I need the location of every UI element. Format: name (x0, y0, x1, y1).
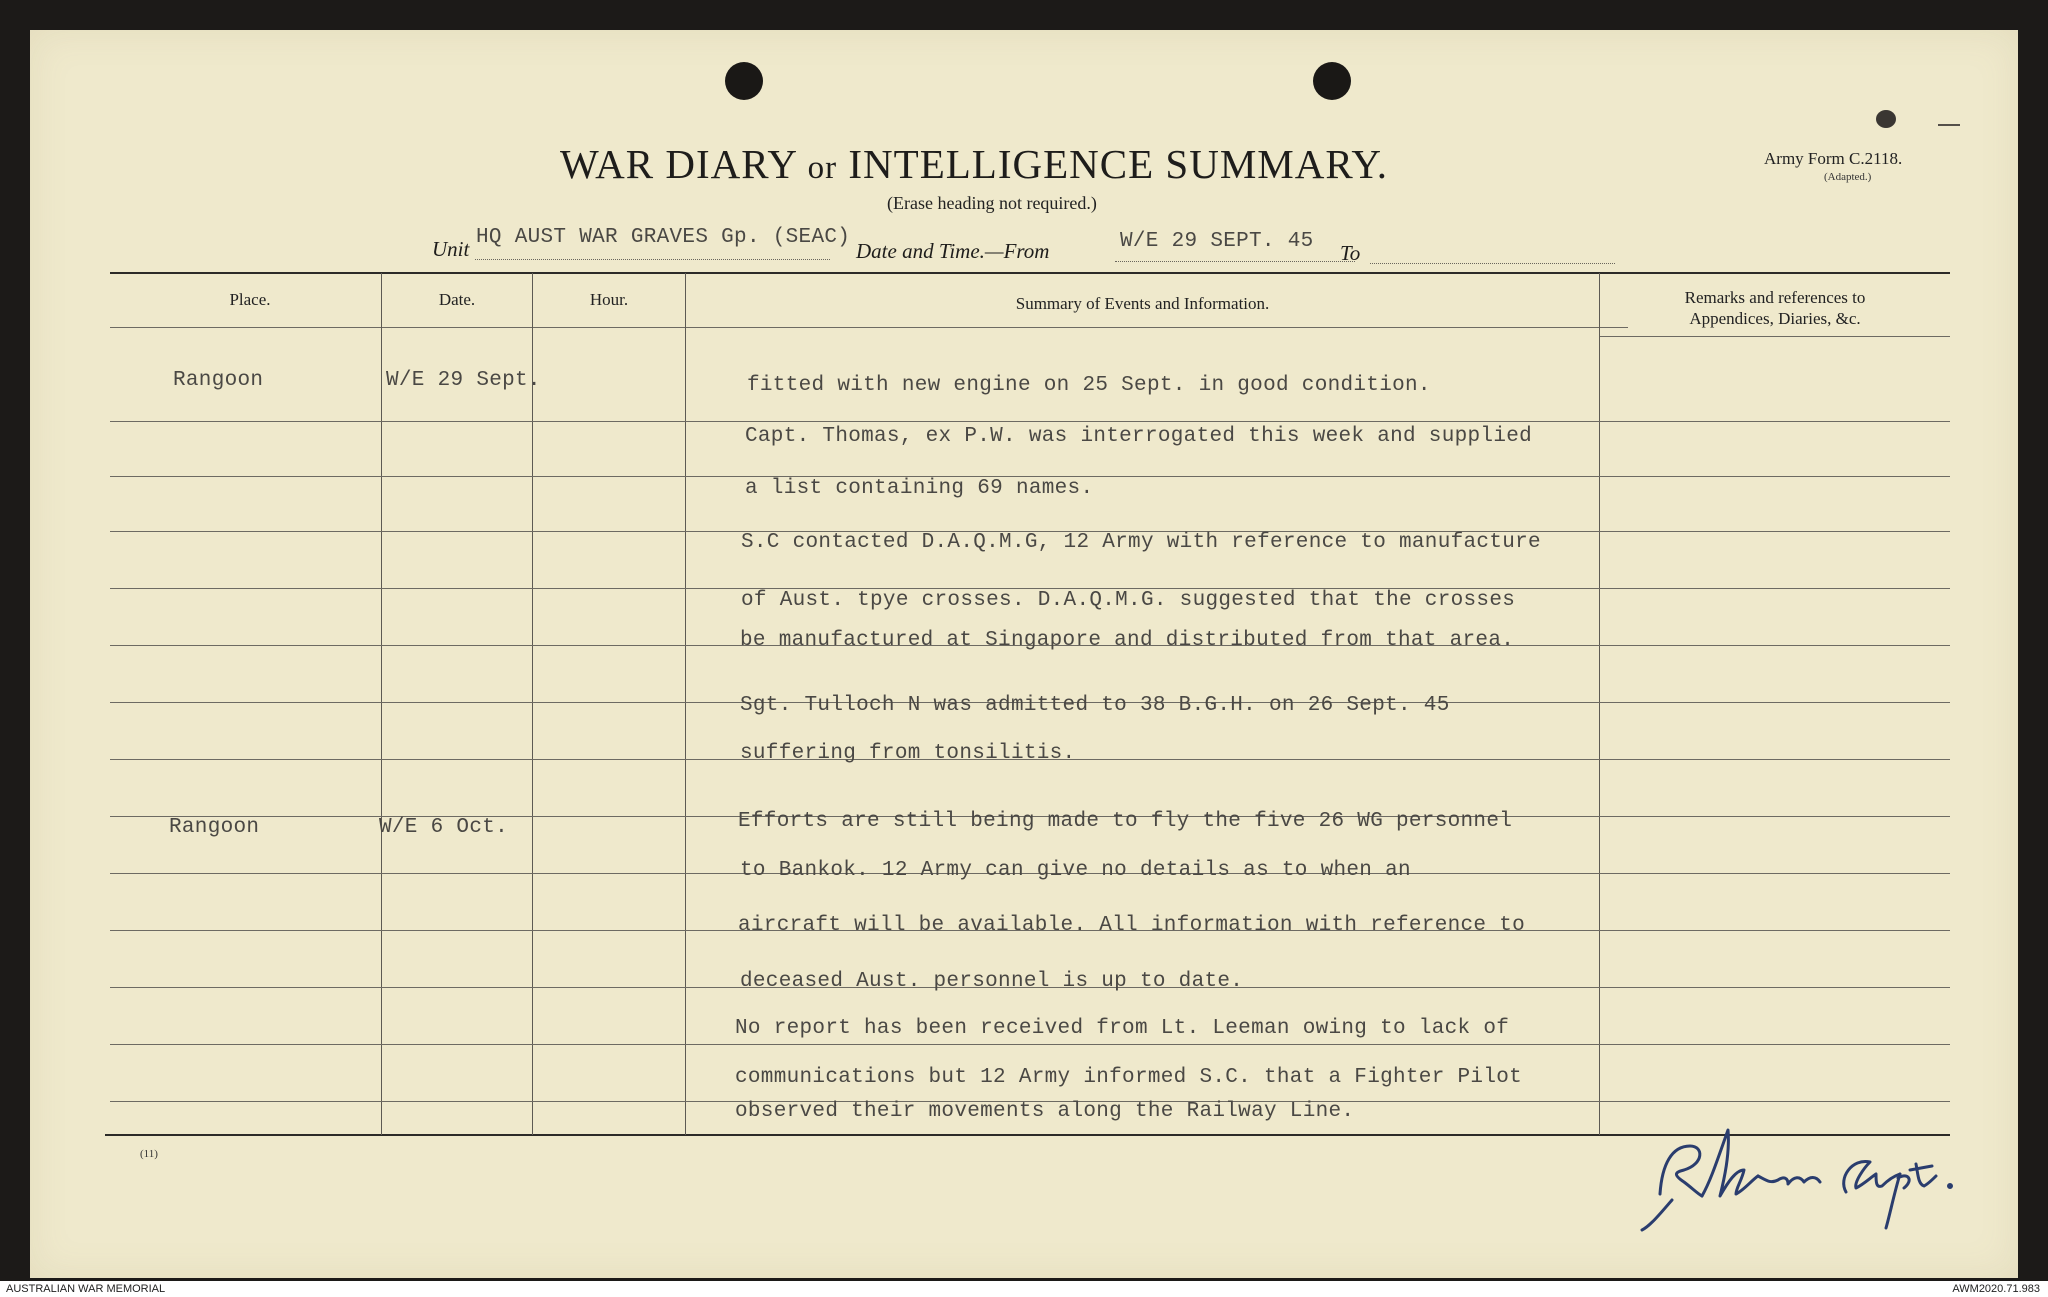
form-subtitle: (Erase heading not required.) (887, 193, 1097, 213)
date-value: W/E 29 SEPT. 45 (1120, 230, 1314, 253)
header-remarks-line1: Remarks and references to (1684, 288, 1866, 307)
row-rule (110, 1044, 1950, 1045)
summary-line: Capt. Thomas, ex P.W. was interrogated this week and supplied (745, 425, 1533, 448)
ink-mark (1938, 124, 1960, 126)
summary-line: of Aust. tpye crosses. D.A.Q.M.G. suggested that the crosses (741, 589, 1516, 612)
document-page (30, 30, 2018, 1278)
to-label: To (1340, 241, 1361, 265)
summary-line: communications but 12 Army informed S.C. that a Fighter Pilot (735, 1066, 1523, 1089)
handwritten-signature (1632, 1124, 1962, 1234)
row-rule (110, 421, 1950, 422)
column-divider-date-hour (532, 273, 533, 1135)
punch-hole-left (725, 62, 763, 100)
unit-label: Unit (432, 237, 470, 261)
summary-line: fitted with new engine on 25 Sept. in good condition. (747, 374, 1431, 397)
summary-line: a list containing 69 names. (745, 477, 1094, 500)
title-or: or (807, 150, 838, 186)
column-divider-summary-remarks (1599, 273, 1600, 1135)
table-top-border (110, 272, 1950, 274)
header-date: Date. (438, 290, 476, 309)
header-rule-left (110, 327, 1628, 328)
entry-place: Rangoon (173, 369, 264, 392)
form-title (560, 140, 1388, 188)
header-summary: Summary of Events and Information. (1015, 294, 1270, 313)
caption-right: AWM2020.71.983 (1952, 1283, 2040, 1295)
summary-line: aircraft will be available. All information with reference to (738, 914, 1526, 937)
army-form-number: Army Form C.2118. (1764, 149, 1903, 168)
date-time-label: Date and Time.—From (856, 239, 1050, 263)
to-dotted-line (1370, 263, 1615, 264)
entry-place: Rangoon (169, 816, 260, 839)
summary-line: deceased Aust. personnel is up to date. (740, 970, 1244, 993)
summary-line: suffering from tonsilitis. (740, 742, 1076, 765)
header-rule-remarks (1600, 336, 1950, 337)
summary-line: No report has been received from Lt. Leeman owing to lack of (735, 1017, 1510, 1040)
summary-line: to Bankok. 12 Army can give no details as to when an (740, 859, 1411, 882)
form-number: (11) (140, 1148, 158, 1160)
punch-hole-right (1313, 62, 1351, 100)
summary-line: Sgt. Tulloch N was admitted to 38 B.G.H. on 26 Sept. 45 (740, 694, 1450, 717)
ink-blot (1876, 110, 1896, 128)
entry-date: W/E 6 Oct. (379, 816, 509, 839)
summary-line: S.C contacted D.A.Q.M.G, 12 Army with reference to manufacture (741, 531, 1541, 554)
title-war-diary: WAR DIARY (560, 141, 797, 187)
army-form-adapted: (Adapted.) (1824, 171, 1872, 183)
header-place: Place. (229, 290, 271, 309)
title-intelligence-summary: INTELLIGENCE SUMMARY. (848, 141, 1388, 187)
summary-line: observed their movements along the Railway Line. (735, 1100, 1355, 1123)
column-divider-place-date (381, 273, 382, 1135)
header-remarks-line2: Appendices, Diaries, &c. (1689, 309, 1861, 328)
column-divider-hour-summary (685, 273, 686, 1135)
unit-dotted-line (475, 259, 830, 260)
unit-value: HQ AUST WAR GRAVES Gp. (SEAC) (476, 226, 851, 249)
entry-date: W/E 29 Sept. (386, 369, 541, 392)
date-dotted-line (1115, 261, 1355, 262)
caption-left: AUSTRALIAN WAR MEMORIAL (6, 1283, 166, 1295)
header-hour: Hour. (589, 290, 629, 309)
header-remarks (1600, 287, 1950, 329)
summary-line: Efforts are still being made to fly the five 26 WG personnel (738, 810, 1513, 833)
summary-line: be manufactured at Singapore and distributed from that area. (740, 629, 1515, 652)
